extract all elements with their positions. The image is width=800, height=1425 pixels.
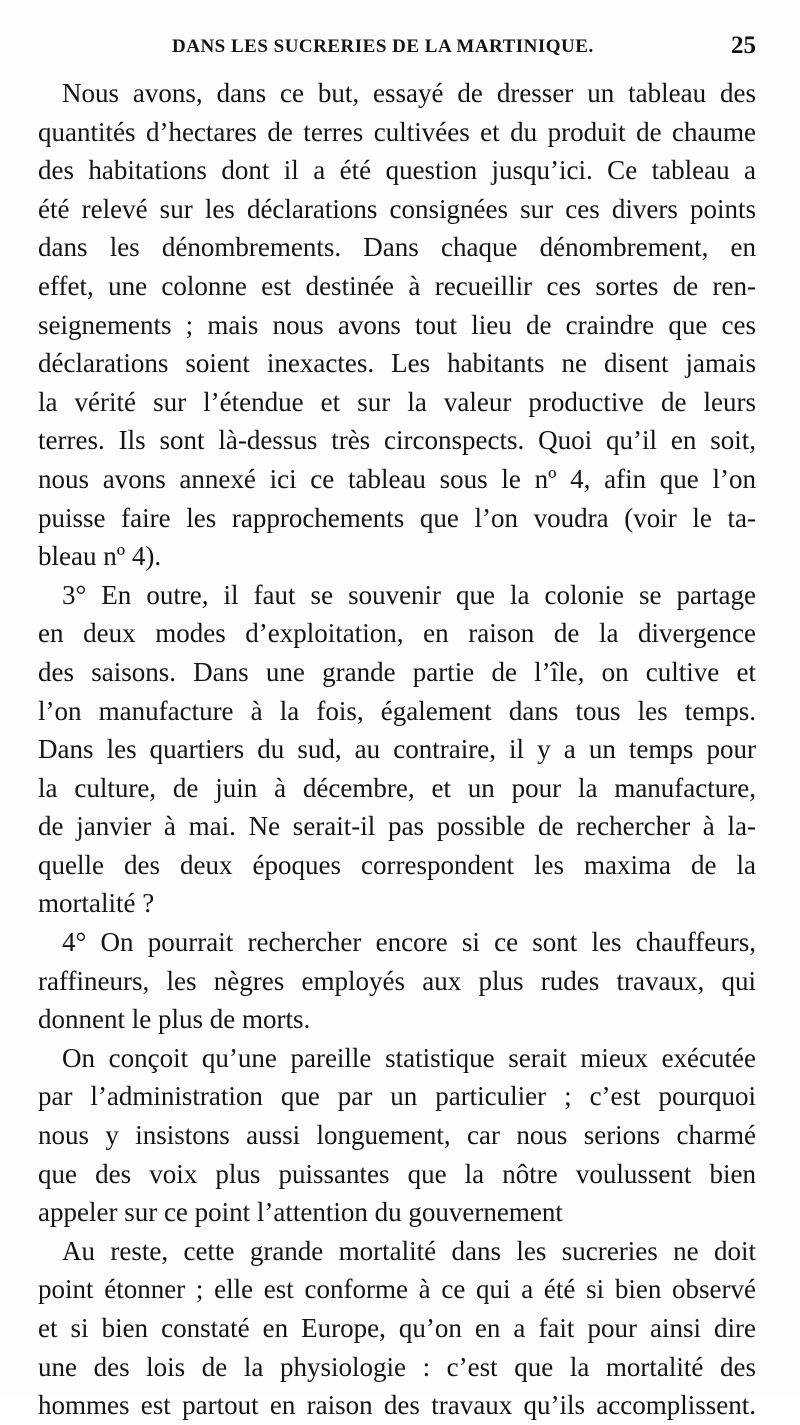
running-title: DANS LES SUCRERIES DE LA MARTINIQUE.: [172, 36, 594, 57]
text-line: déclarations soient inexactes. Les habitants ne disent jamais: [38, 348, 756, 379]
text-line: appeler sur ce point l’attention du gouvernement: [38, 1197, 563, 1228]
text-line: dans les dénombrements. Dans chaque dénombrement, en: [38, 232, 756, 263]
body-text: [38, 74, 756, 1425]
text-line: raffineurs, les nègres employés aux plus rudes travaux, qui: [38, 965, 756, 996]
text-line: point étonner ; elle est conforme à ce qui a été si bien observé: [38, 1274, 756, 1305]
text-line: la vérité sur l’étendue et sur la valeur productive de leurs: [38, 386, 756, 417]
text-line: effet, une colonne est destinée à recueillir ces sortes de ren-: [38, 270, 756, 301]
text-line: en deux modes d’exploitation, en raison de la divergence: [38, 618, 756, 649]
text-line: quelle des deux époques correspondent les maxima de la: [38, 849, 756, 880]
text-line: nous avons annexé ici ce tableau sous le nº 4, afin que l’on: [38, 463, 756, 494]
text-line: une des lois de la physiologie : c’est que la mortalité des: [38, 1351, 756, 1382]
page-number: 25: [731, 32, 756, 59]
text-line: Au reste, cette grande mortalité dans les sucreries ne doit: [62, 1235, 756, 1266]
text-line: la culture, de juin à décembre, et un pour la manufacture,: [38, 772, 756, 803]
text-line: 4° On pourrait rechercher encore si ce sont les chauffeurs,: [62, 927, 756, 958]
text-line: l’on manufacture à la fois, également dans tous les temps.: [38, 695, 756, 726]
text-line: puisse faire les rapprochements que l’on voudra (voir le ta-: [38, 502, 756, 533]
text-line: seignements ; mais nous avons tout lieu de craindre que ces: [38, 309, 756, 340]
text-line: Dans les quartiers du sud, au contraire, il y a un temps pour: [38, 734, 756, 765]
running-head: [40, 32, 756, 66]
text-line: des habitations dont il a été question jusqu’ici. Ce tableau a: [38, 155, 756, 186]
text-line: 3° En outre, il faut se souvenir que la colonie se partage: [62, 579, 756, 610]
text-line: Nous avons, dans ce but, essayé de dresser un tableau des: [62, 78, 756, 108]
text-line: terres. Ils sont là-dessus très circonspects. Quoi qu’il en soit,: [38, 425, 756, 456]
text-line: quantités d’hectares de terres cultivées et du produit de chaume: [38, 116, 756, 147]
text-line: donnent le plus de morts.: [38, 1004, 311, 1035]
text-line: bleau nº 4).: [38, 541, 162, 572]
text-line: été relevé sur les déclarations consignées sur ces divers points: [38, 193, 756, 224]
text-line: hommes est partout en raison des travaux qu’ils accomplissent.: [38, 1390, 756, 1421]
text-line: par l’administration que par un particulier ; c’est pourquoi: [38, 1081, 756, 1112]
text-line: nous y insistons aussi longuement, car nous serions charmé: [38, 1120, 756, 1151]
text-line: des saisons. Dans une grande partie de l’île, on cultive et: [38, 656, 756, 687]
text-line: mortalité ?: [38, 888, 155, 919]
text-line: On conçoit qu’une pareille statistique serait mieux exécutée: [62, 1042, 756, 1073]
text-line: de janvier à mai. Ne serait-il pas possible de rechercher à la-: [38, 811, 756, 842]
text-line: et si bien constaté en Europe, qu’on en a fait pour ainsi dire: [38, 1313, 756, 1343]
text-line: que des voix plus puissantes que la nôtre voulussent bien: [38, 1158, 756, 1189]
